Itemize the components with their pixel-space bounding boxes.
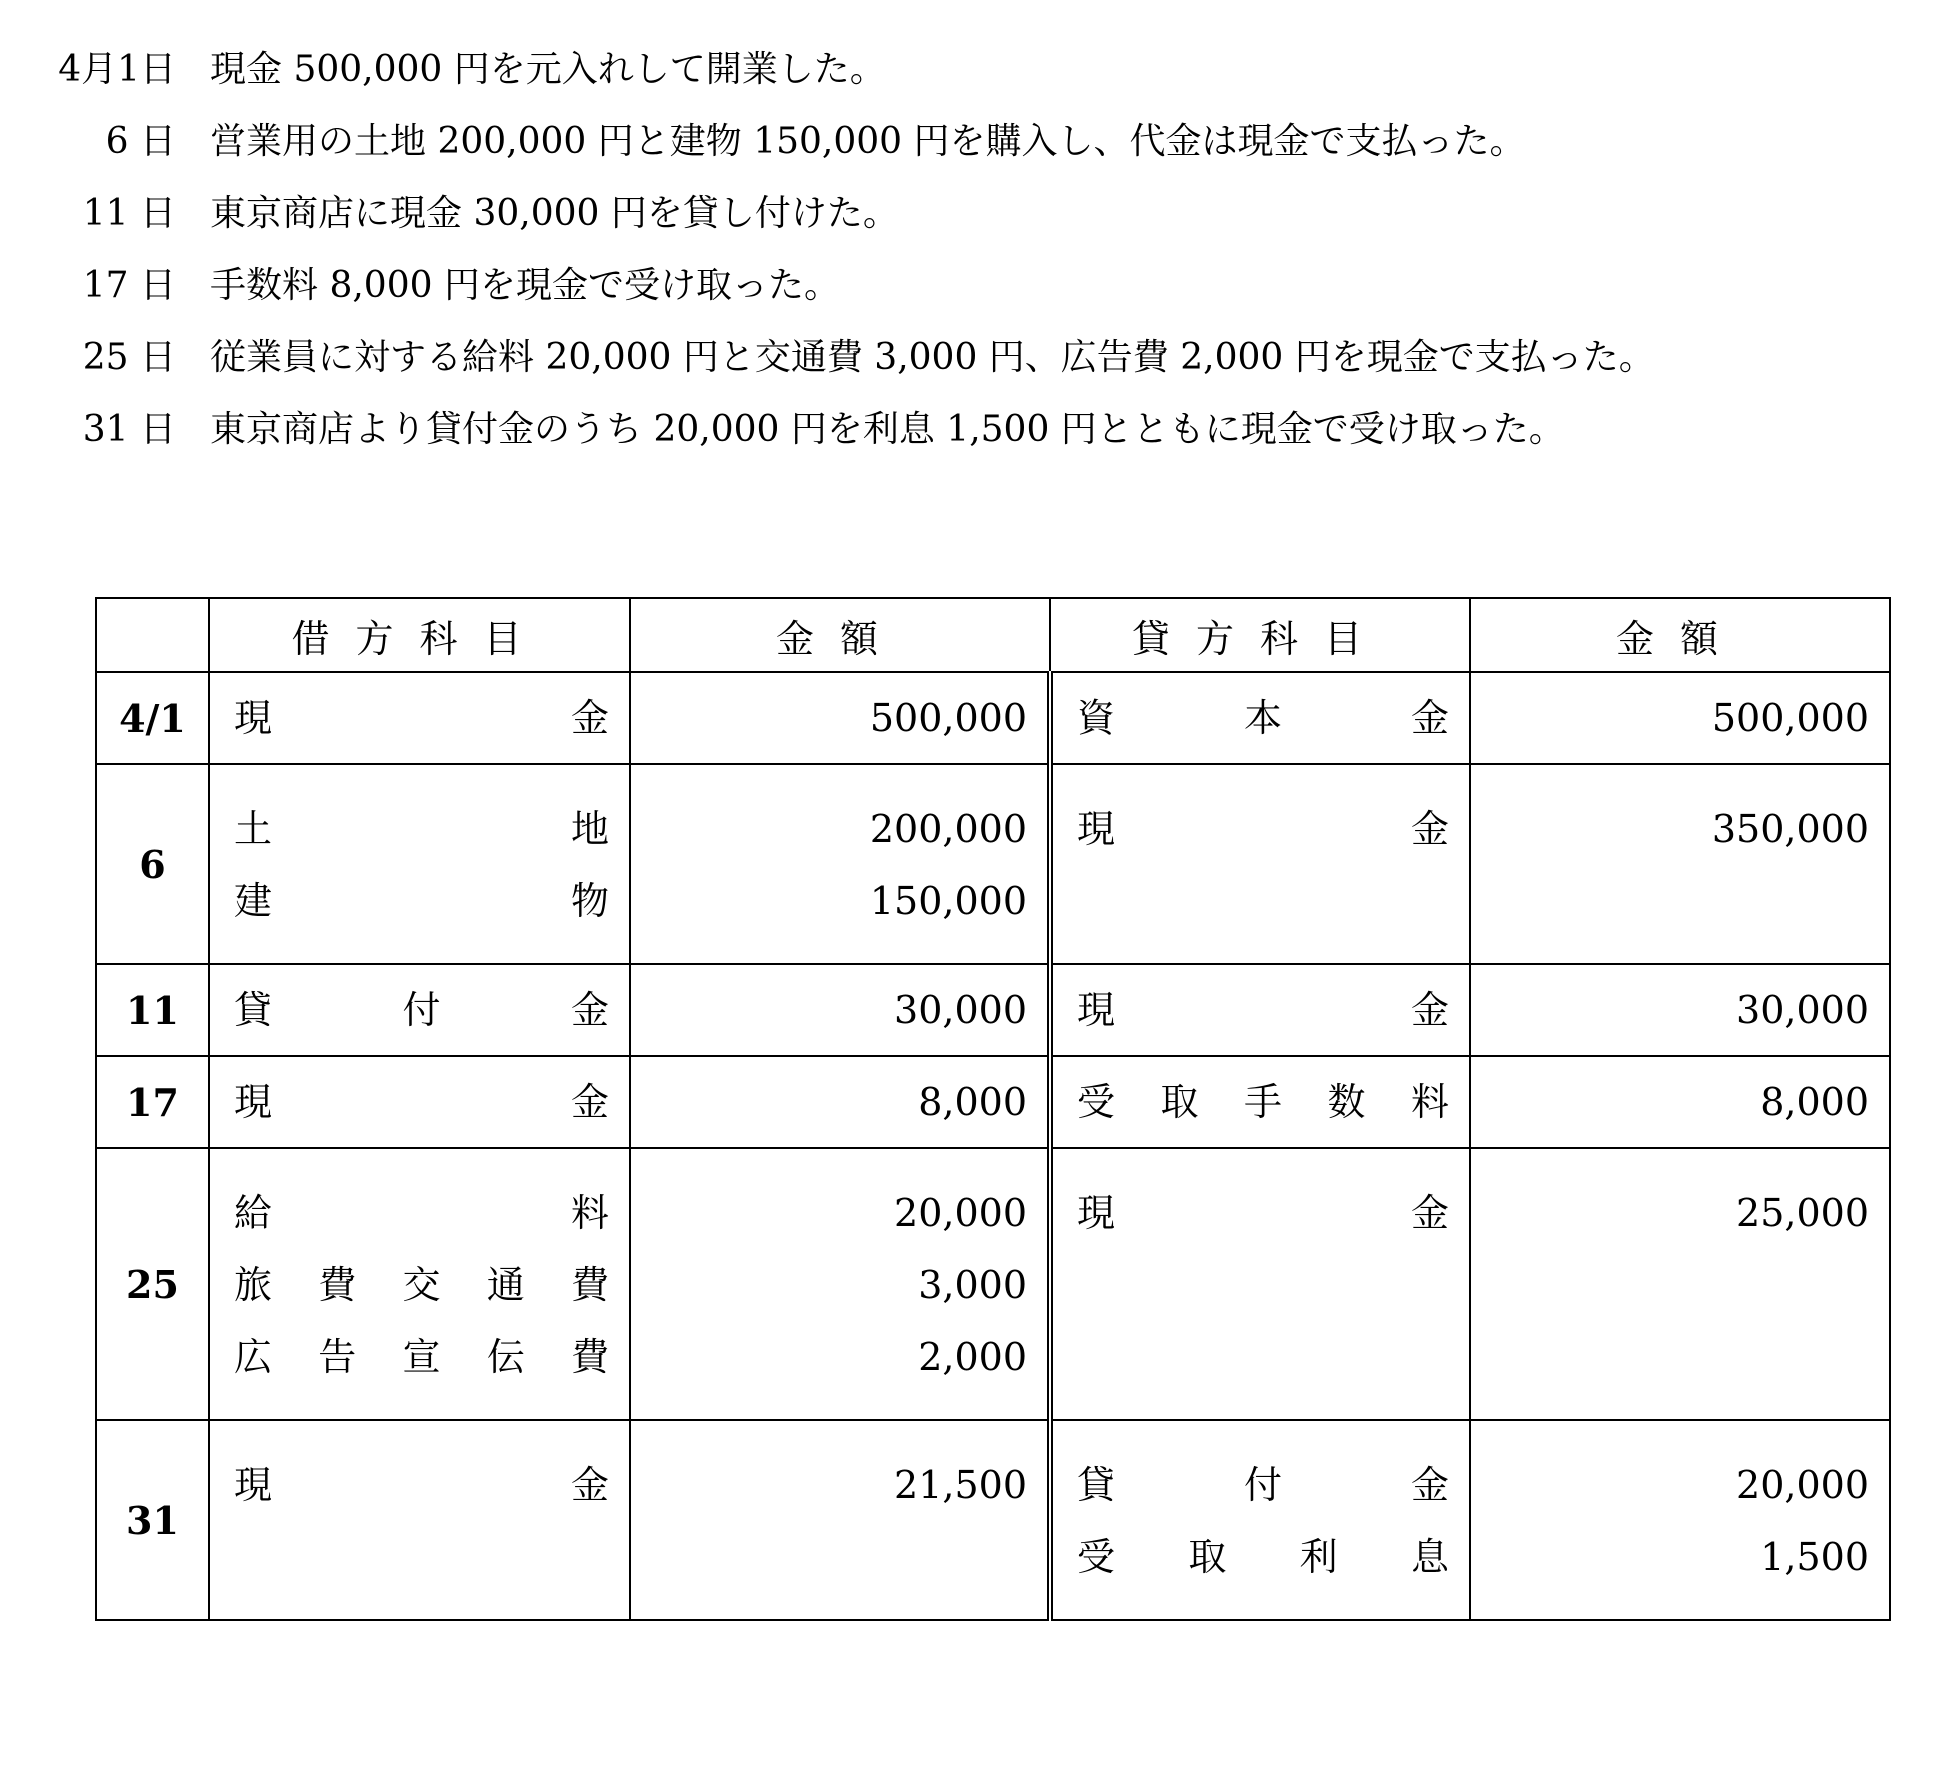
debit-account: 建 物 [234,879,609,923]
debit-amount: 2,000 [918,1335,1027,1379]
debit-amount-header: 金額 [630,598,1050,672]
credit-account: 貸 付 金 [1077,1463,1449,1507]
credit-account-lines [1053,765,1469,891]
credit-account-lines [1053,1421,1469,1619]
debit-account-cell [209,1420,630,1620]
debit-account: 現 金 [234,696,609,740]
entry-date: 17 [96,1056,209,1148]
transaction-date: 4月1日 [58,48,176,90]
entry-date: 25 [96,1148,209,1420]
credit-amount-lines [1471,673,1889,763]
debit-amount-cell [630,1148,1050,1420]
credit-account-header: 貸方科目 [1050,598,1470,672]
debit-account: 旅 費 交 通 費 [234,1263,609,1307]
credit-amount-cell [1470,1056,1890,1148]
debit-amount-cell [630,672,1050,764]
debit-amount-lines [631,765,1047,963]
entry-date: 11 [96,964,209,1056]
transaction-date: 6 日 [105,120,176,162]
transaction-description: 東京商店に現金 30,000 円を貸し付けた。 [210,192,899,234]
journal-body [96,672,1890,1620]
credit-account-cell [1050,964,1470,1056]
credit-amount-cell [1470,964,1890,1056]
debit-amount: 30,000 [894,988,1027,1032]
debit-account-cell [209,964,630,1056]
credit-amount-lines [1471,965,1889,1055]
credit-amount-cell [1470,672,1890,764]
entry-date: 31 [96,1420,209,1620]
transaction-date: 31 日 [82,408,176,450]
credit-amount: 8,000 [1760,1080,1869,1124]
debit-account-header: 借方科目 [209,598,630,672]
debit-account: 現 金 [234,1080,609,1124]
debit-account-cell [209,764,630,964]
debit-account-cell [209,1056,630,1148]
debit-amount-cell [630,964,1050,1056]
debit-account-lines [210,1057,629,1147]
debit-account: 貸 付 金 [234,988,609,1032]
credit-account: 資 本 金 [1077,696,1449,740]
debit-account-lines [210,965,629,1055]
credit-amount: 1,500 [1760,1535,1869,1579]
debit-account-lines [210,765,629,963]
credit-amount: 30,000 [1736,988,1869,1032]
debit-account: 給 料 [234,1191,609,1235]
debit-amount: 21,500 [894,1463,1027,1507]
transaction-row [50,30,1900,102]
transaction-row [50,174,1900,246]
journal-entry-row [96,1148,1890,1420]
transaction-description: 手数料 8,000 円を現金で受け取った。 [210,264,840,306]
credit-account-cell [1050,672,1470,764]
credit-amount-lines [1471,765,1889,891]
credit-account: 受 取 利 息 [1077,1535,1449,1579]
credit-amount-lines [1471,1057,1889,1147]
credit-amount-cell [1470,1148,1890,1420]
credit-amount-cell [1470,764,1890,964]
debit-amount: 200,000 [869,807,1027,851]
debit-amount-cell [630,764,1050,964]
entry-date: 4/1 [96,672,209,764]
journal-entry-row [96,764,1890,964]
debit-amount-lines [631,1149,1047,1419]
debit-account-lines [210,673,629,763]
debit-amount: 20,000 [894,1191,1027,1235]
journal-entry-row [96,1420,1890,1620]
transaction-row [50,318,1900,390]
transaction-description: 従業員に対する給料 20,000 円と交通費 3,000 円、広告費 2,000 円を現金で支払った。 [210,336,1655,378]
journal-entry-row [96,964,1890,1056]
credit-amount-lines [1471,1149,1889,1275]
credit-account: 現 金 [1077,988,1449,1032]
credit-account: 現 金 [1077,1191,1449,1235]
date-header [96,598,209,672]
credit-account-cell [1050,1420,1470,1620]
debit-amount: 150,000 [869,879,1027,923]
transaction-date: 25 日 [82,336,176,378]
journal-entry-row [96,1056,1890,1148]
credit-account-cell [1050,764,1470,964]
transaction-date: 11 日 [82,192,176,234]
debit-amount-cell [630,1420,1050,1620]
credit-account-lines [1053,1149,1469,1275]
debit-account-lines [210,1149,629,1419]
transaction-date: 17 日 [82,264,176,306]
debit-account-cell [209,1148,630,1420]
credit-amount: 25,000 [1736,1191,1869,1235]
credit-amount: 350,000 [1711,807,1869,851]
entry-date: 6 [96,764,209,964]
debit-amount-lines [631,1057,1047,1147]
debit-amount: 500,000 [869,696,1027,740]
debit-amount: 8,000 [918,1080,1027,1124]
credit-account: 現 金 [1077,807,1449,851]
debit-account-cell [209,672,630,764]
credit-account-lines [1053,1057,1469,1147]
debit-account: 現 金 [234,1463,609,1507]
journal-table [95,597,1891,1621]
credit-account-cell [1050,1056,1470,1148]
transaction-row [50,246,1900,318]
journal-header-row [96,598,1890,672]
debit-amount-cell [630,1056,1050,1148]
credit-account-lines [1053,965,1469,1055]
credit-account: 受 取 手 数 料 [1077,1080,1449,1124]
credit-account-lines [1053,673,1469,763]
transaction-description: 東京商店より貸付金のうち 20,000 円を利息 1,500 円とともに現金で受け取った。 [210,408,1565,450]
credit-amount: 20,000 [1736,1463,1869,1507]
credit-amount-cell [1470,1420,1890,1620]
debit-account-lines [210,1421,629,1547]
debit-account: 土 地 [234,807,609,851]
journal-entry-row [96,672,1890,764]
credit-amount: 500,000 [1711,696,1869,740]
transaction-list [50,30,1900,462]
credit-amount-lines [1471,1421,1889,1619]
debit-amount-lines [631,1421,1047,1547]
debit-amount: 3,000 [918,1263,1027,1307]
transaction-row [50,102,1900,174]
credit-account-cell [1050,1148,1470,1420]
credit-amount-header: 金額 [1470,598,1890,672]
transaction-row [50,390,1900,462]
debit-amount-lines [631,965,1047,1055]
transaction-description: 営業用の土地 200,000 円と建物 150,000 円を購入し、代金は現金で支払った。 [210,120,1526,162]
debit-amount-lines [631,673,1047,763]
debit-account: 広 告 宣 伝 費 [234,1335,609,1379]
transaction-description: 現金 500,000 円を元入れして開業した。 [210,48,886,90]
